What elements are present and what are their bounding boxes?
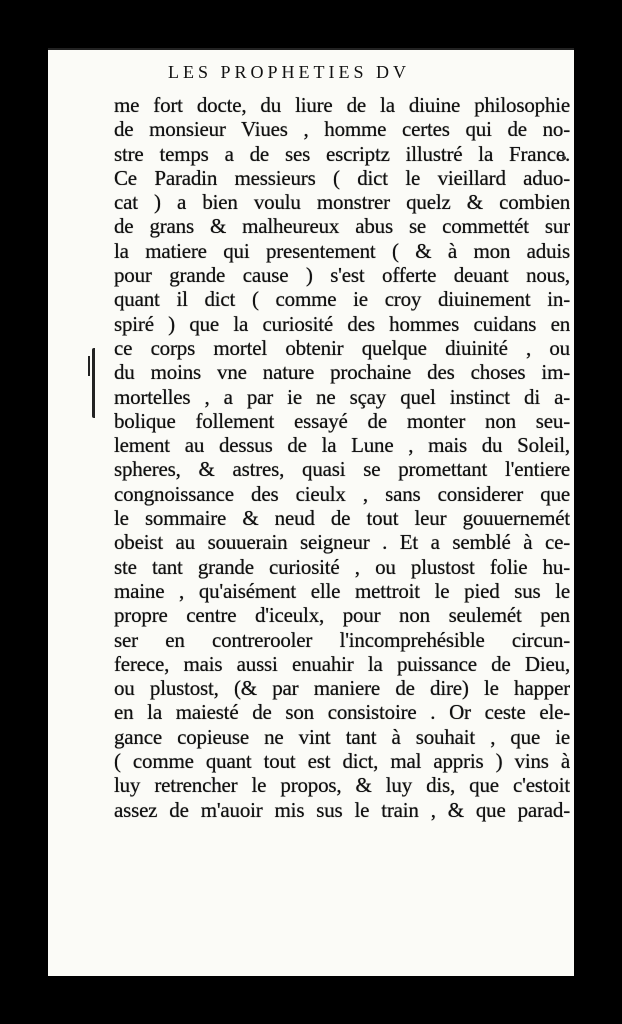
text-line: cat ) a bien voulu monstrer quelz & combien bbox=[114, 190, 570, 215]
top-rule bbox=[48, 48, 574, 50]
text-line: mortelles , a par ie ne sçay quel instinct di a- bbox=[114, 384, 570, 409]
text-line: ce corps mortel obtenir quelque diuinité , ou bbox=[114, 335, 570, 360]
book-page bbox=[48, 48, 574, 976]
text-line: de grans & malheureux abus se commettét sur bbox=[114, 214, 570, 239]
text-line: de monsieur Viues , homme certes qui de no- bbox=[114, 117, 570, 142]
text-line: le sommaire & neud de tout leur gouuernemét bbox=[114, 506, 570, 531]
text-line: maine , qu'aisément elle mettroit le pied sus le bbox=[114, 578, 570, 603]
text-line: luy retrencher le propos, & luy dis, que c'estoit bbox=[114, 773, 570, 798]
text-line: ferece, mais aussi enuahir la puissance de Dieu, bbox=[114, 651, 570, 676]
text-line: la matiere qui presentement ( & à mon aduis bbox=[114, 238, 570, 263]
text-line: ( comme quant tout est dict, mal appris ) vins à bbox=[114, 749, 570, 774]
running-header: LES PROPHETIES DV bbox=[168, 62, 411, 82]
text-line: Ce Paradin messieurs ( dict le vieillard aduo- bbox=[114, 165, 570, 190]
text-line: congnoissance des cieulx , sans considerer que bbox=[114, 481, 570, 506]
text-line: bolique follement essayé de monter non seu- bbox=[114, 408, 570, 433]
text-line: gance copieuse ne vint tant à souhait , que ie bbox=[114, 724, 570, 749]
text-line: assez de m'auoir mis sus le train , & que parad- bbox=[114, 797, 570, 822]
text-line: spheres, & astres, quasi se promettant l'entiere bbox=[114, 457, 570, 482]
text-line: quant il dict ( comme ie croy diuinement in- bbox=[114, 287, 570, 312]
body-text bbox=[114, 93, 570, 822]
margin-bracket-mark bbox=[92, 348, 98, 418]
text-line: ser en contrerooler l'incomprehésible circun- bbox=[114, 627, 570, 652]
text-line: pour grande cause ) s'est offerte deuant nous, bbox=[114, 263, 570, 288]
text-line: du moins vne nature prochaine des choses im- bbox=[114, 360, 570, 385]
text-line: me fort docte, du liure de la diuine philosophie bbox=[114, 93, 570, 117]
text-line: lement au dessus de la Lune , mais du Soleil, bbox=[114, 433, 570, 458]
margin-tick-mark bbox=[88, 356, 92, 376]
text-line: propre centre d'iceulx, pour non seulemét pen bbox=[114, 603, 570, 628]
text-line: en la maiesté de son consistoire . Or ceste ele- bbox=[114, 700, 570, 725]
text-line: ste tant grande curiosité , ou plustost folie hu- bbox=[114, 554, 570, 579]
text-line: spiré ) que la curiosité des hommes cuidans en bbox=[114, 311, 570, 336]
text-line: obeist au souuerain seigneur . Et a semblé à ce- bbox=[114, 530, 570, 555]
text-line: stre temps a de ses escriptz illustré la France. bbox=[114, 141, 570, 166]
text-line: ou plustost, (& par maniere de dire) le happer bbox=[114, 676, 570, 701]
